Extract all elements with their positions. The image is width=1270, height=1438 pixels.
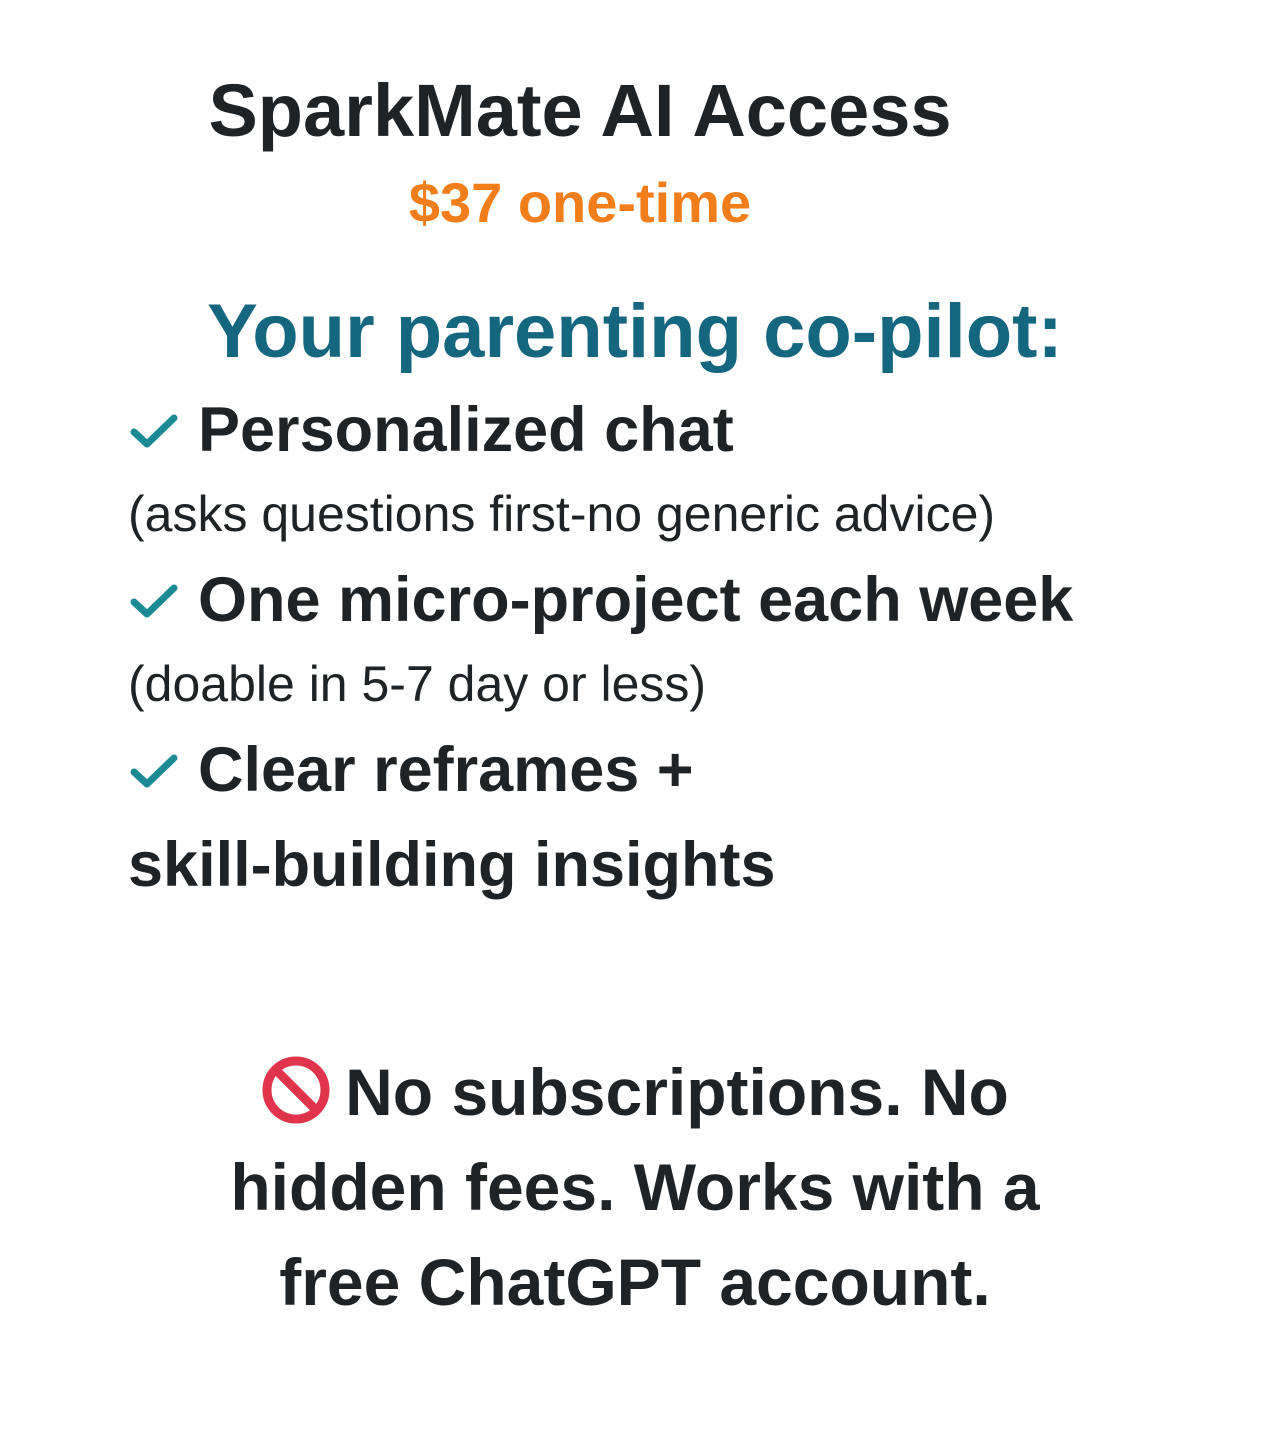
check-icon [128,411,180,451]
notice-line-2: hidden fees. Works with a [230,1150,1040,1224]
feature-list [128,395,1248,903]
page-title: SparkMate AI Access [208,69,952,152]
prohibited-icon [261,1055,331,1125]
feature-item [128,735,1248,903]
feature-note: (asks questions first-no generic advice) [128,486,996,542]
check-icon [128,751,180,791]
notice-line-3: free ChatGPT account. [279,1245,991,1319]
price-label: $37 one-time [408,171,752,234]
feature-title: One micro-project each week [198,565,1074,636]
feature-item [128,395,1248,545]
feature-title: Personalized chat [198,395,734,466]
feature-title-continuation: skill-building insights [128,830,776,900]
subheading: Your parenting co-pilot: [207,289,1063,374]
feature-item [128,565,1248,715]
pricing-notice [0,1045,1270,1330]
notice-line-1: No subscriptions. No [345,1055,1009,1129]
feature-note: (doable in 5-7 day or less) [128,656,707,712]
check-icon [128,581,180,621]
feature-title: Clear reframes + [198,735,694,806]
